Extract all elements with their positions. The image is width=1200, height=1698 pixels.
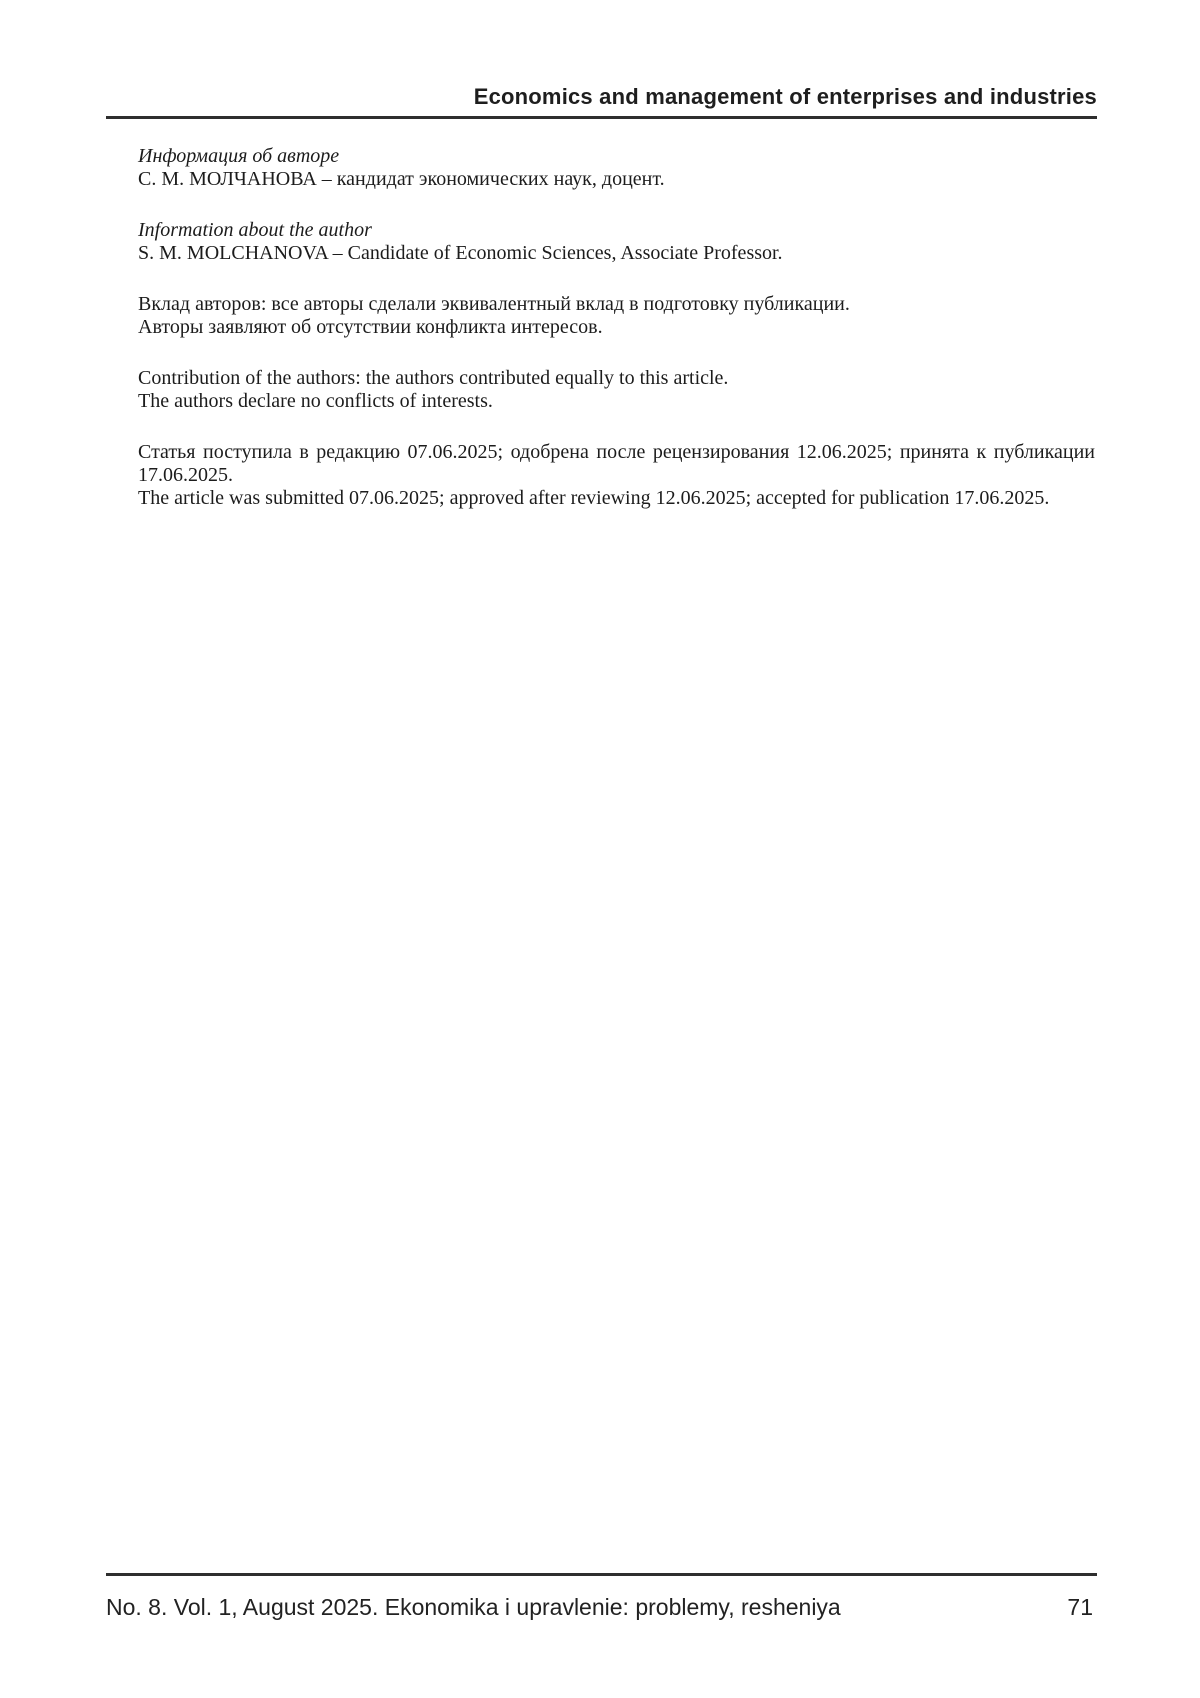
footer-rule <box>106 1573 1097 1576</box>
author-info-en-block <box>138 219 1095 265</box>
page-content <box>138 145 1095 538</box>
conflict-ru-statement: Авторы заявляют об отсутствии конфликта интересов. <box>138 316 603 338</box>
dates-block <box>138 441 1095 510</box>
submission-dates-en: The article was submitted 07.06.2025; approved after reviewing 12.06.2025; accepted for publication 17.06.2025. <box>138 487 1050 509</box>
contribution-en-block <box>138 367 1095 413</box>
conflict-en-statement: The authors declare no conflicts of interests. <box>138 390 493 412</box>
running-head-title: Economics and management of enterprises and industries <box>473 84 1097 109</box>
author-info-en-heading: Information about the author <box>138 219 372 241</box>
page-footer <box>106 1594 1093 1621</box>
author-info-ru-body: С. М. МОЛЧАНОВА – кандидат экономических наук, доцент. <box>138 168 665 190</box>
author-info-ru-heading: Информация об авторе <box>138 145 340 167</box>
footer-page-number: 71 <box>1067 1594 1093 1620</box>
contribution-ru-statement: Вклад авторов: все авторы сделали эквивалентный вклад в подготовку публикации. <box>138 293 850 315</box>
contribution-en-statement: Contribution of the authors: the authors contributed equally to this article. <box>138 367 729 389</box>
author-info-en-body: S. M. MOLCHANOVA – Candidate of Economic Sciences, Associate Professor. <box>138 242 783 264</box>
footer-journal-line: No. 8. Vol. 1, August 2025. Ekonomika i upravlenie: problemy, resheniya <box>106 1594 841 1620</box>
submission-dates-ru: Статья поступила в редакцию 07.06.2025; одобрена после рецензирования 12.06.2025; принята к публикации 17.06.2025. <box>138 441 1095 486</box>
contribution-ru-block <box>138 293 1095 339</box>
author-info-ru-block <box>138 145 1095 191</box>
header-rule <box>106 116 1097 119</box>
